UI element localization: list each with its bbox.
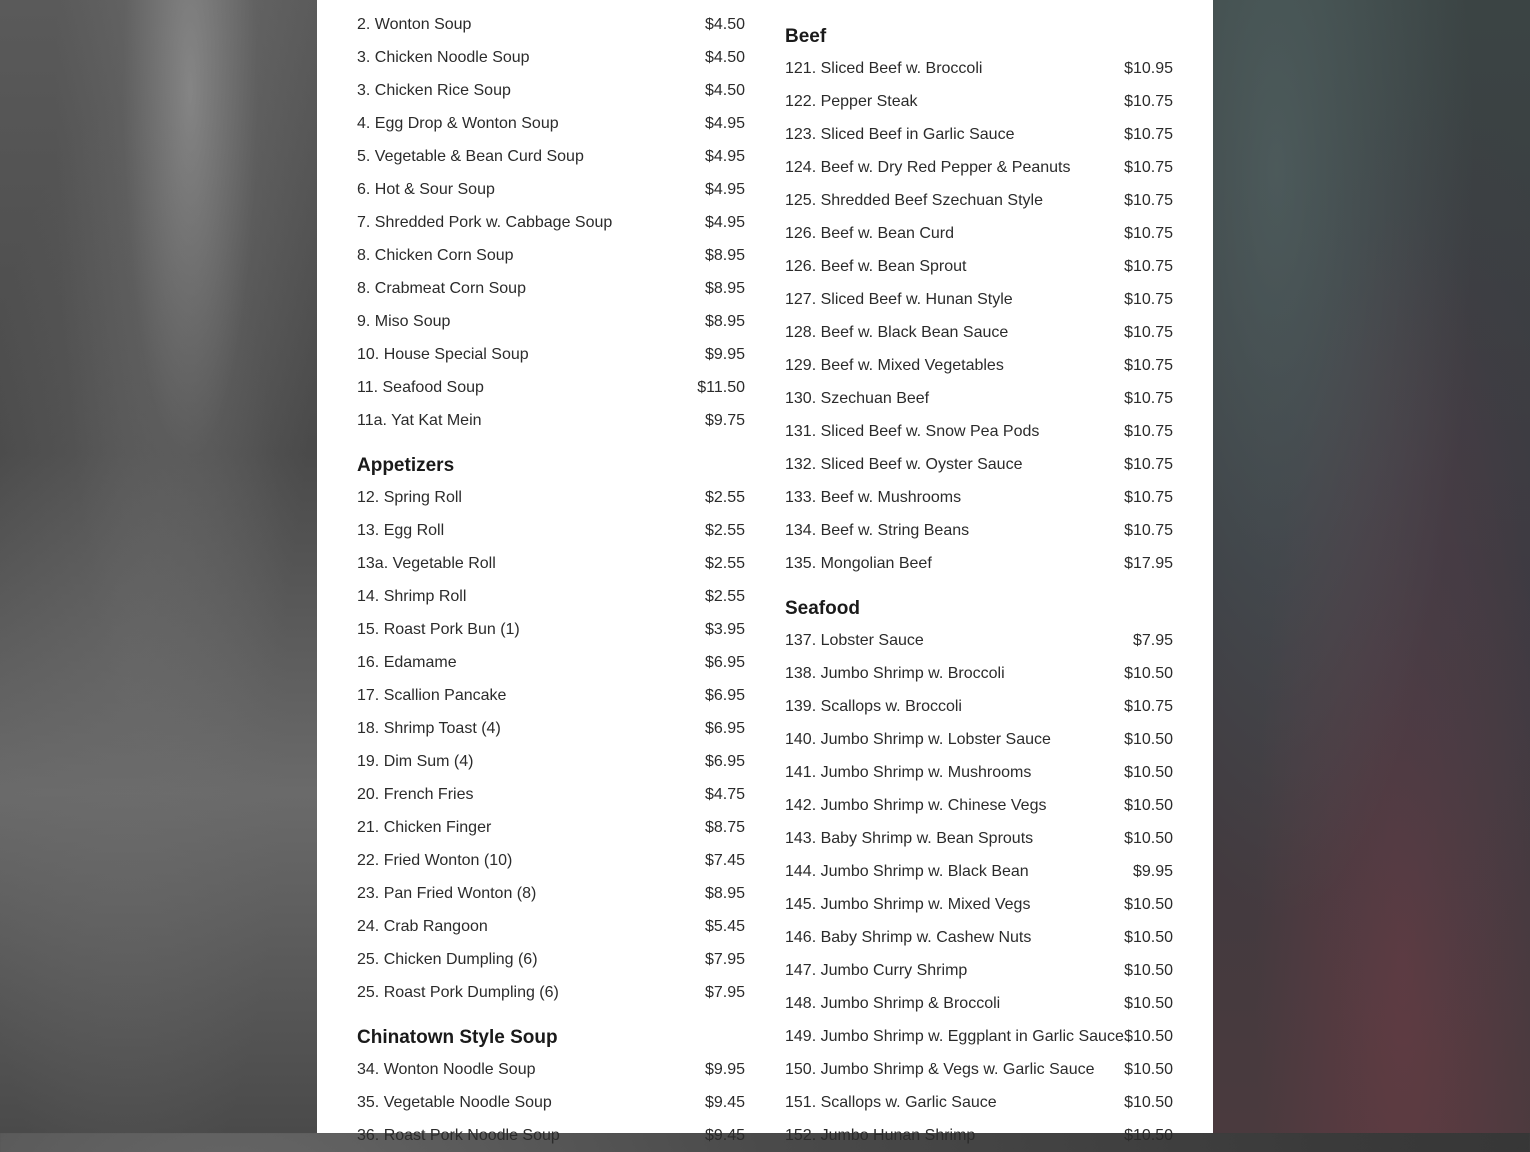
menu-item-name: 121. Sliced Beef w. Broccoli (785, 60, 983, 77)
menu-item (785, 789, 1173, 822)
menu-item-price: $9.95 (1132, 863, 1173, 880)
menu-item (785, 415, 1173, 448)
menu-item-price: $9.95 (704, 346, 745, 363)
menu-item-name: 12. Spring Roll (357, 489, 462, 506)
menu-item-price: $10.95 (1124, 60, 1173, 77)
menu-item-name: 149. Jumbo Shrimp w. Eggplant in Garlic Sauce (785, 1028, 1124, 1045)
menu-item-price: $7.95 (1132, 632, 1173, 649)
menu-item (785, 690, 1173, 723)
menu-item-price: $9.75 (704, 412, 745, 429)
menu-item (357, 910, 745, 943)
menu-item-price: $9.95 (704, 1061, 745, 1078)
menu-item-price: $8.95 (704, 247, 745, 264)
menu-item (357, 1053, 745, 1086)
menu-item-name: 17. Scallion Pancake (357, 687, 507, 704)
menu-item-name: 13. Egg Roll (357, 522, 445, 539)
menu-item-price: $10.75 (1124, 456, 1173, 473)
menu-item-price: $4.75 (704, 786, 745, 803)
menu-item (357, 305, 745, 338)
menu-item-price: $10.75 (1124, 522, 1173, 539)
background-right (1213, 0, 1530, 1133)
menu-item-name: 145. Jumbo Shrimp w. Mixed Vegs (785, 896, 1031, 913)
menu-section-appetizers (357, 451, 745, 1009)
menu-item-name: 130. Szechuan Beef (785, 390, 930, 407)
menu-item (357, 338, 745, 371)
menu-item (357, 239, 745, 272)
background-left (0, 0, 317, 1133)
menu-item-name: 143. Baby Shrimp w. Bean Sprouts (785, 830, 1034, 847)
menu-item (357, 481, 745, 514)
menu-item (785, 1119, 1173, 1152)
menu-item-name: 14. Shrimp Roll (357, 588, 467, 605)
menu-item-price: $8.95 (704, 885, 745, 902)
menu-item-name: 139. Scallops w. Broccoli (785, 698, 962, 715)
menu-item-name: 7. Shredded Pork w. Cabbage Soup (357, 214, 613, 231)
menu-item-price: $9.45 (704, 1127, 745, 1144)
menu-item-price: $8.95 (704, 280, 745, 297)
menu-item (785, 624, 1173, 657)
menu-item-name: 151. Scallops w. Garlic Sauce (785, 1094, 997, 1111)
menu-item (785, 888, 1173, 921)
menu-item-name: 144. Jumbo Shrimp w. Black Bean (785, 863, 1029, 880)
menu-section (785, 0, 1173, 8)
menu-item-price: $10.75 (1124, 225, 1173, 242)
menu-item (357, 404, 745, 437)
menu-item-name: 19. Dim Sum (4) (357, 753, 474, 770)
menu-item-name: 20. French Fries (357, 786, 474, 803)
menu-item-name: 16. Edamame (357, 654, 457, 671)
menu-item-name: 126. Beef w. Bean Sprout (785, 258, 967, 275)
menu-item-name: 24. Crab Rangoon (357, 918, 488, 935)
menu-item-name: 9. Miso Soup (357, 313, 451, 330)
menu-item (357, 712, 745, 745)
menu-item (785, 657, 1173, 690)
menu-item (357, 877, 745, 910)
menu-item-name: 140. Jumbo Shrimp w. Lobster Sauce (785, 731, 1051, 748)
menu-item-price: $10.50 (1124, 797, 1173, 814)
menu-item-price: $2.55 (704, 588, 745, 605)
menu-item (785, 382, 1173, 415)
menu-item-price: $10.50 (1124, 1127, 1173, 1144)
menu-item (357, 371, 745, 404)
menu-item-name: 146. Baby Shrimp w. Cashew Nuts (785, 929, 1032, 946)
menu-item-price: $4.50 (704, 49, 745, 66)
menu-item (785, 448, 1173, 481)
menu-item (357, 514, 745, 547)
menu-item-price: $7.95 (704, 951, 745, 968)
menu-item-price: $10.50 (1124, 1094, 1173, 1111)
menu-section-seafood (785, 594, 1173, 1152)
menu-item-price: $4.95 (704, 214, 745, 231)
section-title: Beef (785, 26, 827, 47)
menu-item (785, 52, 1173, 85)
menu-item (357, 844, 745, 877)
menu-item (785, 217, 1173, 250)
menu-item (785, 0, 1173, 8)
menu-item (785, 822, 1173, 855)
menu-item (785, 316, 1173, 349)
menu-item (357, 1086, 745, 1119)
menu-item-name: 123. Sliced Beef in Garlic Sauce (785, 126, 1015, 143)
menu-item (357, 679, 745, 712)
menu-item-name: 11a. Yat Kat Mein (357, 412, 482, 429)
menu-item-price: $10.50 (1124, 962, 1173, 979)
menu-item (785, 151, 1173, 184)
menu-item-price: $7.45 (704, 852, 745, 869)
menu-item-name: 125. Shredded Beef Szechuan Style (785, 192, 1043, 209)
menu-item-name: 13a. Vegetable Roll (357, 555, 496, 572)
menu-item-price: $11.50 (697, 379, 745, 396)
menu-item (785, 283, 1173, 316)
menu-item-price: $10.75 (1124, 126, 1173, 143)
menu-item-price: $6.95 (704, 687, 745, 704)
menu-item-price: $5.45 (704, 918, 745, 935)
menu-item (785, 1053, 1173, 1086)
menu-item-name: 36. Roast Pork Noodle Soup (357, 1127, 560, 1144)
menu-item (357, 580, 745, 613)
menu-item-name: 141. Jumbo Shrimp w. Mushrooms (785, 764, 1032, 781)
menu-item-name: 132. Sliced Beef w. Oyster Sauce (785, 456, 1023, 473)
menu-item-name: 22. Fried Wonton (10) (357, 852, 513, 869)
menu-item (785, 184, 1173, 217)
menu-item-price: $10.50 (1124, 896, 1173, 913)
menu-item (785, 1086, 1173, 1119)
menu-item (357, 943, 745, 976)
menu-item-price: $10.75 (1124, 291, 1173, 308)
menu-item-name: 3. Chicken Rice Soup (357, 82, 511, 99)
menu-panel (317, 0, 1213, 1144)
menu-section-chinatown-style-soup (357, 1023, 745, 1152)
menu-item-price: $10.50 (1124, 830, 1173, 847)
menu-item-price: $10.75 (1124, 93, 1173, 110)
menu-item-price: $4.50 (704, 16, 745, 33)
menu-item-name: 135. Mongolian Beef (785, 555, 932, 572)
menu-item (785, 349, 1173, 382)
menu-item-price: $6.95 (704, 654, 745, 671)
menu-item-price: $6.95 (704, 753, 745, 770)
menu-item-name: 8. Chicken Corn Soup (357, 247, 514, 264)
menu-item-price: $10.75 (1124, 357, 1173, 374)
menu-item-name: 142. Jumbo Shrimp w. Chinese Vegs (785, 797, 1047, 814)
menu-item (357, 613, 745, 646)
menu-item-price: $7.95 (704, 984, 745, 1001)
menu-item-price: $8.95 (704, 313, 745, 330)
menu-item-price: $10.75 (1124, 258, 1173, 275)
menu-item-name: 128. Beef w. Black Bean Sauce (785, 324, 1009, 341)
menu-item (357, 140, 745, 173)
menu-item-price: $10.50 (1124, 764, 1173, 781)
menu-item-price: $10.75 (1124, 390, 1173, 407)
menu-item-price: $9.45 (704, 1094, 745, 1111)
menu-item-price: $8.75 (704, 819, 745, 836)
menu-item-price: $4.50 (704, 82, 745, 99)
menu-item (357, 206, 745, 239)
menu-item (785, 118, 1173, 151)
menu-item (785, 954, 1173, 987)
menu-item (357, 8, 745, 41)
menu-item-name: 18. Shrimp Toast (4) (357, 720, 501, 737)
menu-item-name: 2. Wonton Soup (357, 16, 472, 33)
menu-item-name: 25. Roast Pork Dumpling (6) (357, 984, 559, 1001)
menu-item-name: 137. Lobster Sauce (785, 632, 924, 649)
menu-item-name: 124. Beef w. Dry Red Pepper & Peanuts (785, 159, 1071, 176)
menu-item-name: 15. Roast Pork Bun (1) (357, 621, 520, 638)
menu-item-price: $4.95 (704, 181, 745, 198)
menu-item (357, 272, 745, 305)
menu-item-name: 3. Chicken Noodle Soup (357, 49, 530, 66)
menu-item-name: 133. Beef w. Mushrooms (785, 489, 962, 506)
menu-item-price: $10.50 (1124, 995, 1173, 1012)
menu-item-price: $2.55 (704, 522, 745, 539)
menu-item-price: $10.50 (1124, 731, 1173, 748)
menu-section-beef (785, 22, 1173, 580)
menu-item-price: $10.50 (1124, 1061, 1173, 1078)
menu-item-name: 122. Pepper Steak (785, 93, 918, 110)
menu-item (785, 756, 1173, 789)
menu-item (785, 85, 1173, 118)
menu-item-name: 147. Jumbo Curry Shrimp (785, 962, 968, 979)
menu-item (357, 547, 745, 580)
menu-item-price: $10.75 (1124, 324, 1173, 341)
menu-item (785, 921, 1173, 954)
menu-item-name: 126. Beef w. Bean Curd (785, 225, 954, 242)
menu-item-name: 25. Chicken Dumpling (6) (357, 951, 538, 968)
section-title: Chinatown Style Soup (357, 1027, 558, 1048)
menu-item (357, 41, 745, 74)
menu-item-name: 148. Jumbo Shrimp & Broccoli (785, 995, 1001, 1012)
section-title: Seafood (785, 598, 860, 619)
menu-column-left (357, 0, 745, 1152)
menu-item-price: $10.75 (1124, 192, 1173, 209)
menu-item (785, 723, 1173, 756)
menu-item (785, 250, 1173, 283)
menu-item (785, 481, 1173, 514)
menu-item (357, 74, 745, 107)
menu-item-name: 8. Crabmeat Corn Soup (357, 280, 526, 297)
menu-item-name: 34. Wonton Noodle Soup (357, 1061, 536, 1078)
menu-item-price (1133, 0, 1173, 8)
menu-item-name (785, 0, 998, 8)
menu-item-name: 138. Jumbo Shrimp w. Broccoli (785, 665, 1005, 682)
menu-item-name: 6. Hot & Sour Soup (357, 181, 495, 198)
section-title: Appetizers (357, 455, 455, 476)
menu-item-name: 131. Sliced Beef w. Snow Pea Pods (785, 423, 1040, 440)
menu-item (357, 745, 745, 778)
menu-item-name: 127. Sliced Beef w. Hunan Style (785, 291, 1013, 308)
menu-item-name: 152. Jumbo Hunan Shrimp (785, 1127, 976, 1144)
menu-item (357, 778, 745, 811)
menu-item (357, 1119, 745, 1152)
menu-item-name: 4. Egg Drop & Wonton Soup (357, 115, 559, 132)
menu-item-price: $6.95 (704, 720, 745, 737)
menu-item-name: 35. Vegetable Noodle Soup (357, 1094, 552, 1111)
menu-section (357, 0, 745, 437)
menu-item-price: $10.75 (1124, 698, 1173, 715)
menu-item-price: $17.95 (1124, 555, 1173, 572)
menu-item-price (705, 0, 745, 8)
menu-item-name (357, 0, 484, 8)
menu-item-name: 134. Beef w. String Beans (785, 522, 970, 539)
menu-item-price: $10.50 (1124, 665, 1173, 682)
menu-column-right (785, 0, 1173, 1152)
menu-item-price: $4.95 (704, 115, 745, 132)
menu-item-price: $2.55 (704, 489, 745, 506)
menu-item (785, 1020, 1173, 1053)
menu-item (357, 0, 745, 8)
menu-item (357, 107, 745, 140)
menu-item-price: $10.50 (1124, 929, 1173, 946)
menu-item-price: $10.75 (1124, 159, 1173, 176)
menu-item-price: $10.75 (1124, 489, 1173, 506)
menu-item-name: 21. Chicken Finger (357, 819, 492, 836)
menu-item-name: 11. Seafood Soup (357, 379, 484, 396)
menu-item (357, 976, 745, 1009)
menu-item-price: $10.50 (1124, 1028, 1173, 1045)
menu-item (357, 646, 745, 679)
menu-item (785, 514, 1173, 547)
menu-item-price: $2.55 (704, 555, 745, 572)
menu-item-name: 129. Beef w. Mixed Vegetables (785, 357, 1004, 374)
menu-item-price: $10.75 (1124, 423, 1173, 440)
menu-item-price: $4.95 (704, 148, 745, 165)
menu-item-name: 10. House Special Soup (357, 346, 529, 363)
menu-item (357, 811, 745, 844)
menu-item (785, 547, 1173, 580)
menu-item-name: 5. Vegetable & Bean Curd Soup (357, 148, 584, 165)
menu-item-name: 150. Jumbo Shrimp & Vegs w. Garlic Sauce (785, 1061, 1095, 1078)
menu-item (785, 987, 1173, 1020)
menu-item (785, 855, 1173, 888)
menu-item-name: 23. Pan Fried Wonton (8) (357, 885, 537, 902)
menu-item-price: $3.95 (704, 621, 745, 638)
menu-item (357, 173, 745, 206)
